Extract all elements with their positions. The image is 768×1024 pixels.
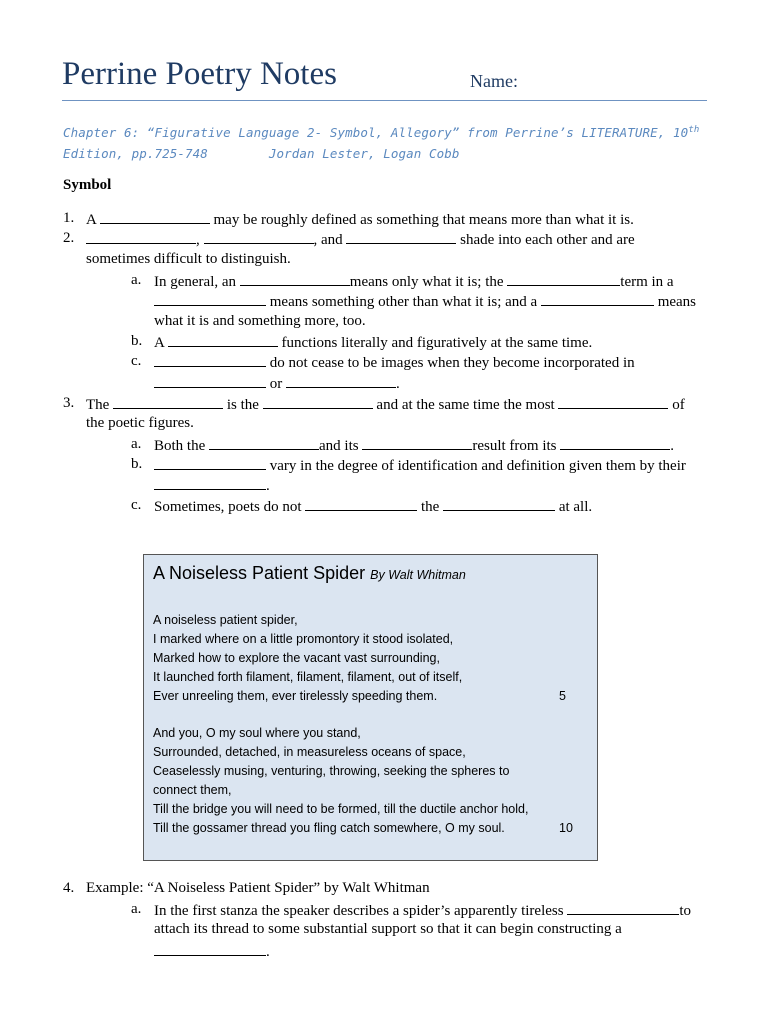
fill-blank[interactable]	[558, 395, 668, 409]
item-text: .	[670, 438, 674, 454]
item-text: functions literally and figuratively at the same time.	[281, 335, 593, 351]
fill-blank[interactable]	[286, 374, 396, 388]
item-text: at all.	[558, 499, 593, 515]
poem-line: Till the bridge you will need to be formed, till the ductile anchor hold,	[153, 802, 529, 816]
fill-blank[interactable]	[168, 333, 278, 347]
sub-item-label: c.	[131, 353, 142, 369]
line-number: 10	[559, 821, 573, 835]
poem-title: A Noiseless Patient Spider	[153, 563, 366, 583]
item-2a-line-2	[154, 292, 696, 311]
item-text: term in a	[620, 274, 674, 290]
item-3-continuation: the poetic figures.	[86, 415, 194, 431]
fill-blank[interactable]	[560, 436, 670, 450]
page-title: Perrine Poetry Notes	[62, 56, 337, 92]
header-divider	[62, 100, 707, 101]
fill-blank[interactable]	[204, 230, 314, 244]
item-4-line: Example: “A Noiseless Patient Spider” by Walt Whitman	[86, 880, 430, 896]
item-2-continuation: sometimes difficult to distinguish.	[86, 251, 291, 267]
item-2c-line-1	[154, 353, 635, 372]
fill-blank[interactable]	[209, 436, 319, 450]
item-text: is the	[226, 397, 259, 413]
item-3c-line	[154, 497, 592, 516]
sub-item-label: a.	[131, 272, 142, 288]
fill-blank[interactable]	[154, 353, 266, 367]
item-text: result from its	[472, 438, 557, 454]
item-text: to	[679, 903, 691, 919]
item-text: vary in the degree of identification and definition given them by their	[269, 458, 686, 474]
item-text: The	[86, 397, 110, 413]
item-text: means something other than what it is; and a	[269, 294, 538, 310]
item-4a-line-3	[154, 942, 270, 961]
chapter-subtitle	[63, 120, 713, 164]
poem-line: Ever unreeling them, ever tirelessly speeding them.	[153, 689, 438, 703]
subtitle-line-1: Chapter 6: “Figurative Language 2- Symbol, Allegory” from Perrine’s LITERATURE, 10	[63, 125, 689, 141]
fill-blank[interactable]	[305, 497, 417, 511]
fill-blank[interactable]	[100, 210, 210, 224]
fill-blank[interactable]	[154, 456, 266, 470]
item-text: the	[421, 499, 440, 515]
section-heading: Symbol	[63, 177, 112, 193]
item-number: 2.	[63, 230, 75, 246]
subtitle-line-2: Edition, pp.725-748 Jordan Lester, Logan Cobb	[63, 146, 460, 162]
poem-line: I marked where on a little promontory it stood isolated,	[153, 632, 454, 646]
item-text: may be roughly defined as something that means more than what it is.	[213, 212, 634, 228]
item-text: .	[266, 944, 270, 960]
item-text: Both the	[154, 438, 206, 454]
item-text: do not cease to be images when they become incorporated in	[269, 355, 635, 371]
item-4a-line-1	[154, 901, 691, 920]
item-text: means	[657, 294, 697, 310]
fill-blank[interactable]	[567, 901, 679, 915]
item-3b-line-2	[154, 476, 270, 495]
poem-line: It launched forth filament, filament, filament, out of itself,	[153, 670, 463, 684]
poem-box	[143, 554, 598, 861]
sub-item-label: b.	[131, 333, 143, 349]
item-text: Sometimes, poets do not	[154, 499, 302, 515]
fill-blank[interactable]	[154, 374, 266, 388]
fill-blank[interactable]	[113, 395, 223, 409]
item-3a-line	[154, 436, 674, 455]
fill-blank[interactable]	[240, 272, 350, 286]
item-text: .	[396, 376, 400, 392]
poem-line: A noiseless patient spider,	[153, 613, 298, 627]
fill-blank[interactable]	[263, 395, 373, 409]
item-text: .	[266, 478, 270, 494]
sub-item-label: b.	[131, 456, 143, 472]
sub-item-label: a.	[131, 901, 142, 917]
poem-line: Till the gossamer thread you fling catch somewhere, O my soul.	[153, 821, 505, 835]
fill-blank[interactable]	[443, 497, 555, 511]
fill-blank[interactable]	[154, 476, 266, 490]
item-2c-line-2	[154, 374, 400, 393]
item-text: A	[154, 335, 165, 351]
item-2a-line-3: what it is and something more, too.	[154, 313, 366, 329]
item-text: In the first stanza the speaker describes a spider’s apparently tireless	[154, 903, 564, 919]
fill-blank[interactable]	[507, 272, 620, 286]
item-2-line	[86, 230, 635, 249]
subtitle-superscript: th	[688, 125, 700, 135]
item-number: 4.	[63, 880, 75, 896]
fill-blank[interactable]	[346, 230, 456, 244]
poem-line: Surrounded, detached, in measureless oceans of space,	[153, 745, 466, 759]
item-3b-line-1	[154, 456, 686, 475]
poem-line: connect them,	[153, 783, 232, 797]
item-text: and its	[319, 438, 359, 454]
poem-heading	[153, 563, 466, 584]
item-text: In general, an	[154, 274, 237, 290]
line-number: 5	[559, 689, 566, 703]
poem-line: And you, O my soul where you stand,	[153, 726, 361, 740]
poem-line: Ceaselessly musing, venturing, throwing, seeking the spheres to	[153, 764, 510, 778]
item-number: 1.	[63, 210, 75, 226]
fill-blank[interactable]	[154, 292, 266, 306]
fill-blank[interactable]	[362, 436, 472, 450]
poem-author: By Walt Whitman	[370, 568, 466, 582]
item-3-line	[86, 395, 685, 414]
item-text: A	[86, 212, 97, 228]
item-text: and at the same time the most	[376, 397, 555, 413]
item-text: shade into each other and are	[460, 232, 635, 248]
fill-blank[interactable]	[541, 292, 654, 306]
item-text: or	[269, 376, 283, 392]
item-number: 3.	[63, 395, 75, 411]
item-4a-line-2: attach its thread to some substantial support so that it can begin constructing a	[154, 921, 622, 937]
item-text: means only what it is; the	[349, 274, 504, 290]
fill-blank[interactable]	[86, 230, 196, 244]
item-text: ,	[196, 232, 200, 248]
fill-blank[interactable]	[154, 942, 266, 956]
poem-line: Marked how to explore the vacant vast surrounding,	[153, 651, 440, 665]
name-label: Name:	[470, 71, 518, 91]
item-text: , and	[313, 232, 343, 248]
sub-item-label: a.	[131, 436, 142, 452]
item-text: of	[672, 397, 685, 413]
item-2a-line-1	[154, 272, 674, 291]
item-2b-line	[154, 333, 592, 352]
item-1-line	[86, 210, 634, 229]
sub-item-label: c.	[131, 497, 142, 513]
